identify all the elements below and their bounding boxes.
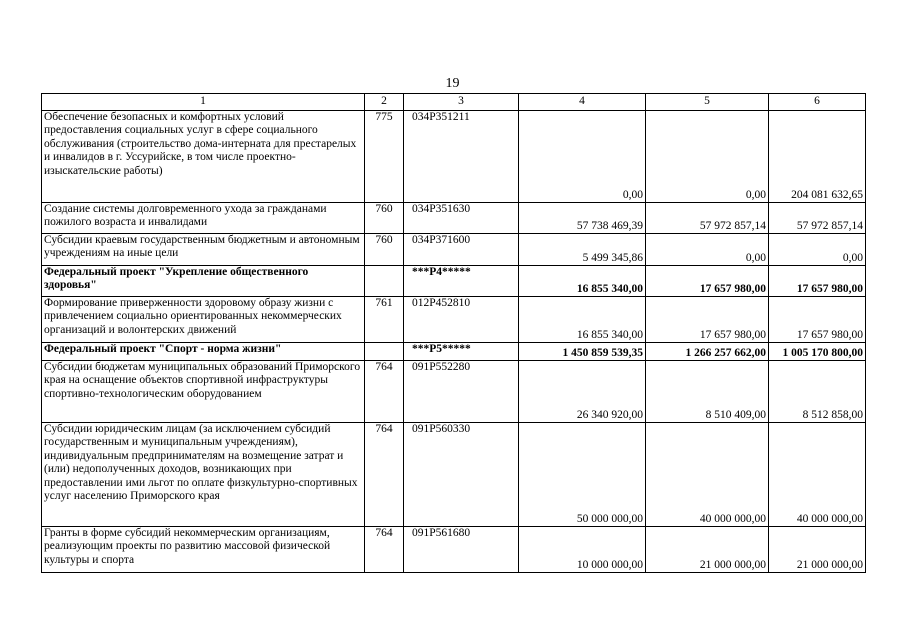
grbs-code: 760 [365,203,404,234]
table-row [42,527,866,573]
amount-col4: 16 855 340,00 [519,266,646,297]
target-code: ***P5***** [404,343,519,361]
table-row [42,297,866,343]
column-header: 2 [365,94,404,111]
target-code: 091P552280 [404,361,519,423]
amount-col5: 57 972 857,14 [646,203,769,234]
budget-table [41,93,866,573]
column-header: 3 [404,94,519,111]
amount-col6: 0,00 [769,234,866,266]
amount-col6: 1 005 170 800,00 [769,343,866,361]
amount-col4: 57 738 469,39 [519,203,646,234]
amount-col4: 1 450 859 539,35 [519,343,646,361]
target-code: 091P560330 [404,423,519,527]
amount-col5: 40 000 000,00 [646,423,769,527]
column-header: 5 [646,94,769,111]
project-name: Федеральный проект "Укрепление общественного здоровья" [42,266,365,297]
amount-col6: 17 657 980,00 [769,297,866,343]
grbs-code: 760 [365,234,404,266]
target-code: 034P351630 [404,203,519,234]
grbs-code: 764 [365,527,404,573]
item-name: Гранты в форме субсидий некоммерческим организациям, реализующим проекты по развитию массовой физической культуры и спорта [42,527,365,573]
amount-col6: 57 972 857,14 [769,203,866,234]
target-code: 091P561680 [404,527,519,573]
project-row [42,343,866,361]
amount-col5: 21 000 000,00 [646,527,769,573]
amount-col4: 26 340 920,00 [519,361,646,423]
item-name: Обеспечение безопасных и комфортных условий предоставления социальных услуг в сфере социального обслуживания (строительство дома-интерната для престарелых и инвалидов в г. Уссурийске, в том числе проектно-изыскательские работы) [42,111,365,203]
amount-col4: 16 855 340,00 [519,297,646,343]
amount-col6: 17 657 980,00 [769,266,866,297]
item-name: Формирование приверженности здоровому образу жизни с привлечением социально ориентированных некоммерческих организаций и волонтерских движений [42,297,365,343]
amount-col6: 204 081 632,65 [769,111,866,203]
amount-col5: 0,00 [646,234,769,266]
item-name: Субсидии бюджетам муниципальных образований Приморского края на оснащение объектов спортивной инфраструктуры спортивно-технологическим оборудованием [42,361,365,423]
amount-col6: 40 000 000,00 [769,423,866,527]
amount-col5: 1 266 257 662,00 [646,343,769,361]
grbs-code: 764 [365,423,404,527]
amount-col5: 17 657 980,00 [646,297,769,343]
column-header: 1 [42,94,365,111]
target-code: 034P351211 [404,111,519,203]
amount-col6: 8 512 858,00 [769,361,866,423]
target-code: ***P4***** [404,266,519,297]
item-name: Субсидии юридическим лицам (за исключением субсидий государственным и муниципальным учреждениям), индивидуальным предпринимателям на возмещение затрат и (или) недополученных доходов, возникающих при предоставлении ими льгот по оплате физкультурно-спортивных услуг населению Приморского края [42,423,365,527]
grbs-code [365,266,404,297]
target-code: 012P452810 [404,297,519,343]
target-code: 034P371600 [404,234,519,266]
project-name: Федеральный проект "Спорт - норма жизни" [42,343,365,361]
grbs-code: 764 [365,361,404,423]
grbs-code: 775 [365,111,404,203]
page-number: 19 [445,76,460,91]
table-row [42,361,866,423]
project-row [42,266,866,297]
item-name: Создание системы долговременного ухода за гражданами пожилого возраста и инвалидами [42,203,365,234]
grbs-code [365,343,404,361]
table-row [42,111,866,203]
amount-col5: 17 657 980,00 [646,266,769,297]
item-name: Субсидии краевым государственным бюджетным и автономным учреждениям на иные цели [42,234,365,266]
column-header: 6 [769,94,866,111]
column-header: 4 [519,94,646,111]
grbs-code: 761 [365,297,404,343]
amount-col4: 50 000 000,00 [519,423,646,527]
amount-col5: 0,00 [646,111,769,203]
amount-col6: 21 000 000,00 [769,527,866,573]
table-row [42,423,866,527]
header-row [42,94,866,111]
table-row [42,234,866,266]
amount-col4: 0,00 [519,111,646,203]
table-row [42,203,866,234]
amount-col4: 10 000 000,00 [519,527,646,573]
amount-col5: 8 510 409,00 [646,361,769,423]
amount-col4: 5 499 345,86 [519,234,646,266]
